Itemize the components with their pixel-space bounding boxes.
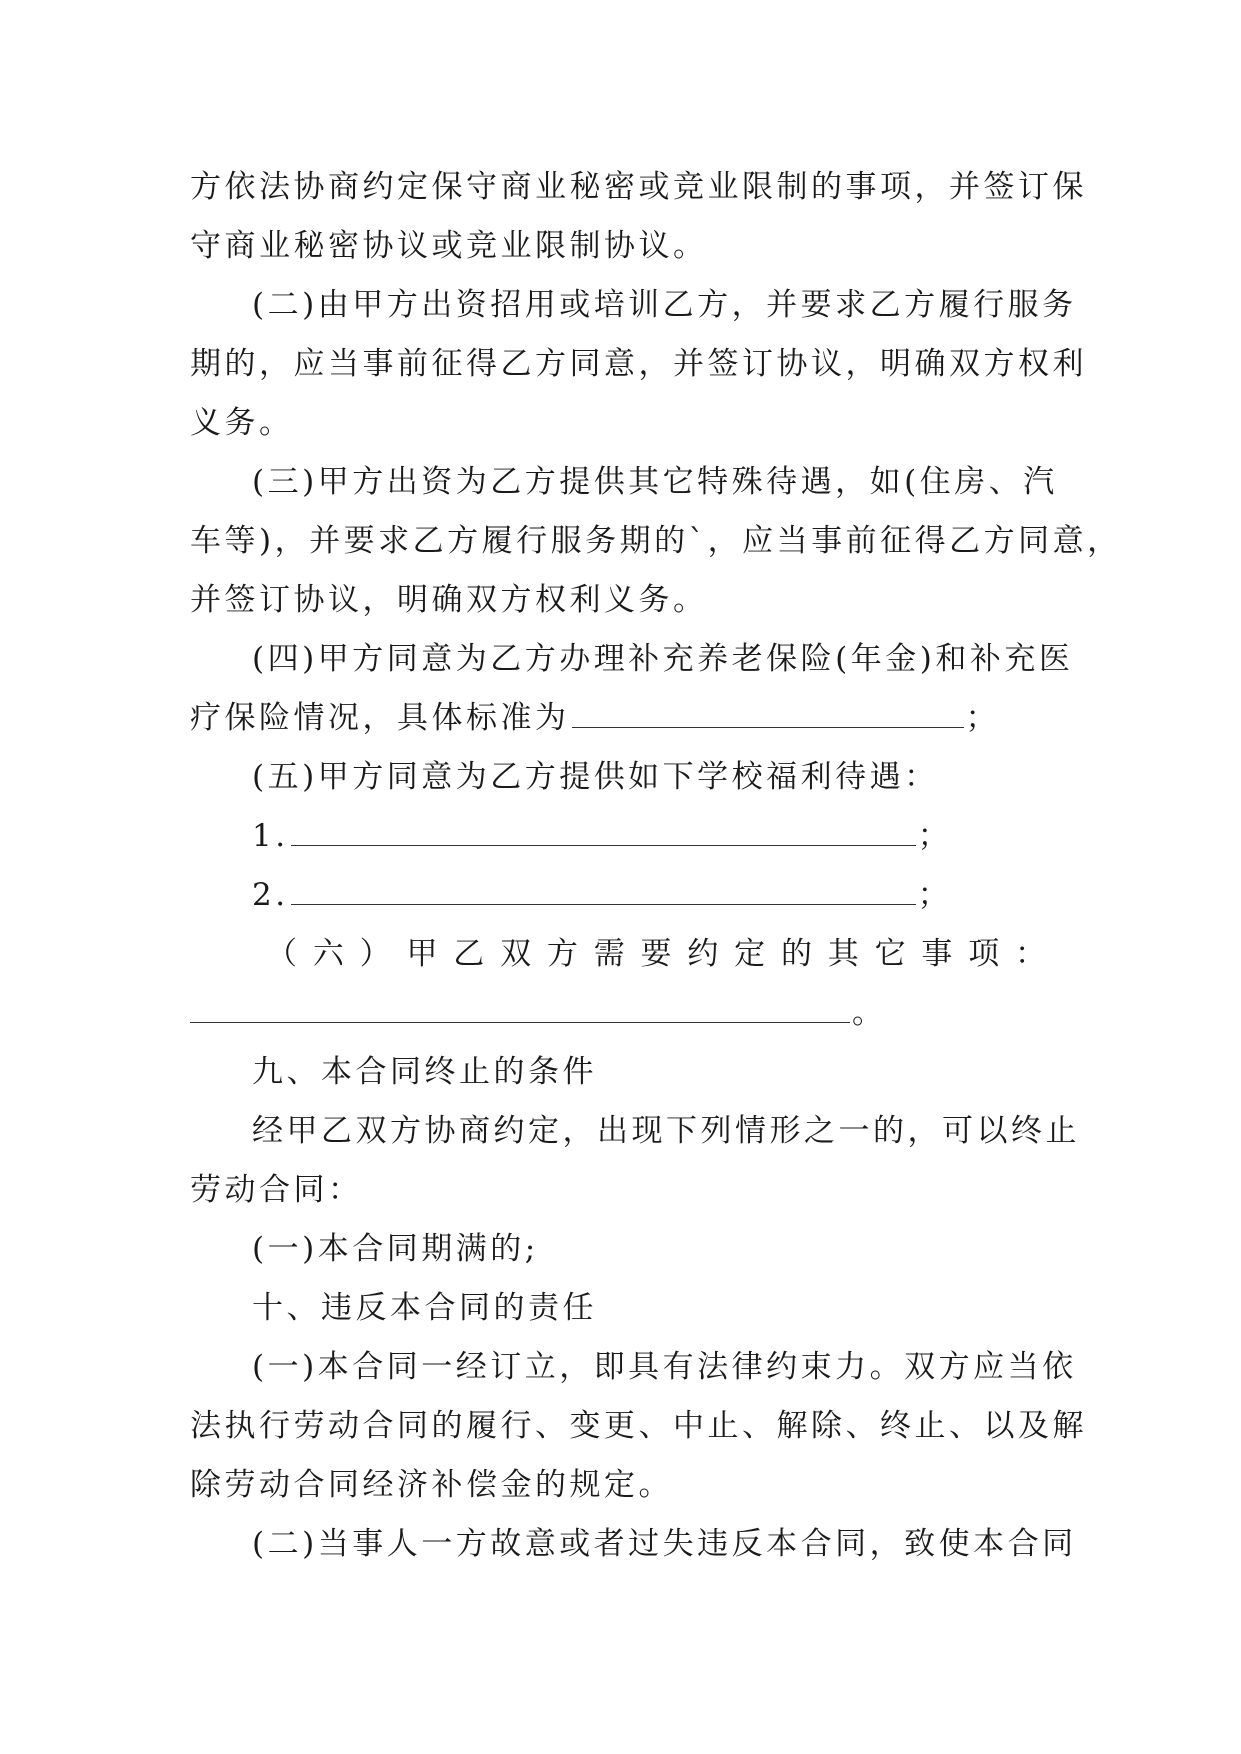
text-line: (三)甲方出资为乙方提供其它特殊待遇，如(住房、汽 — [252, 464, 1058, 500]
text-line: (五)甲方同意为乙方提供如下学校福利待遇： — [252, 759, 939, 795]
fill-in-blank[interactable] — [572, 697, 964, 728]
text-line-with-blank — [252, 807, 1050, 865]
text-line-with-blank — [190, 689, 1050, 747]
text-line: 守商业秘密协议或竞业限制协议。 — [190, 228, 708, 264]
text-line: (一)本合同期满的; — [252, 1231, 539, 1267]
fill-in-blank[interactable] — [291, 874, 916, 905]
text-line: 法执行劳动合同的履行、变更、中止、解除、终止、以及解 — [190, 1408, 1087, 1444]
line-text: ； — [917, 877, 953, 913]
line-text: 。 — [852, 995, 887, 1031]
text-line: 方依法协商约定保守商业秘密或竞业限制的事项，并签订保 — [190, 169, 1087, 205]
text-line: 期的，应当事前征得乙方同意，并签订协议，明确双方权利 — [190, 346, 1087, 382]
text-line: 除劳动合同经济补偿金的规定。 — [190, 1467, 673, 1503]
line-text: 2. — [252, 877, 289, 913]
spread-text-line: （ 六 ） 甲 乙 双 方 需 要 约 定 的 其 它 事 项 ： — [266, 936, 1046, 972]
fill-in-blank[interactable] — [291, 815, 916, 846]
text-line-with-blank — [252, 866, 1050, 924]
text-line: (四)甲方同意为乙方办理补充养老保险(年金)和补充医 — [252, 641, 1074, 677]
text-line: 经甲乙双方协商约定，出现下列情形之一的，可以终止 — [252, 1113, 1080, 1149]
section-heading: 十、违反本合同的责任 — [252, 1290, 597, 1326]
line-text: 疗保险情况，具体标准为 — [190, 700, 570, 736]
text-line: (二)当事人一方故意或者过失违反本合同，致使本合同 — [252, 1526, 1077, 1562]
text-line: 车等)，并要求乙方履行服务期的`，应当事前征得乙方同意， — [190, 523, 1122, 559]
line-text: 1. — [252, 818, 289, 854]
text-line: 义务。 — [190, 405, 294, 441]
text-line: 劳动合同： — [190, 1172, 363, 1208]
text-line-with-blank — [190, 984, 1050, 1042]
line-text: ； — [965, 700, 1000, 736]
section-heading: 九、本合同终止的条件 — [252, 1054, 597, 1090]
fill-in-blank[interactable] — [190, 992, 850, 1023]
text-line: (一)本合同一经订立，即具有法律约束力。双方应当依 — [252, 1349, 1077, 1385]
text-line: (二)由甲方出资招用或培训乙方，并要求乙方履行服务 — [252, 287, 1077, 323]
line-text: ； — [917, 818, 953, 854]
text-line: 并签订协议，明确双方权利义务。 — [190, 582, 708, 618]
